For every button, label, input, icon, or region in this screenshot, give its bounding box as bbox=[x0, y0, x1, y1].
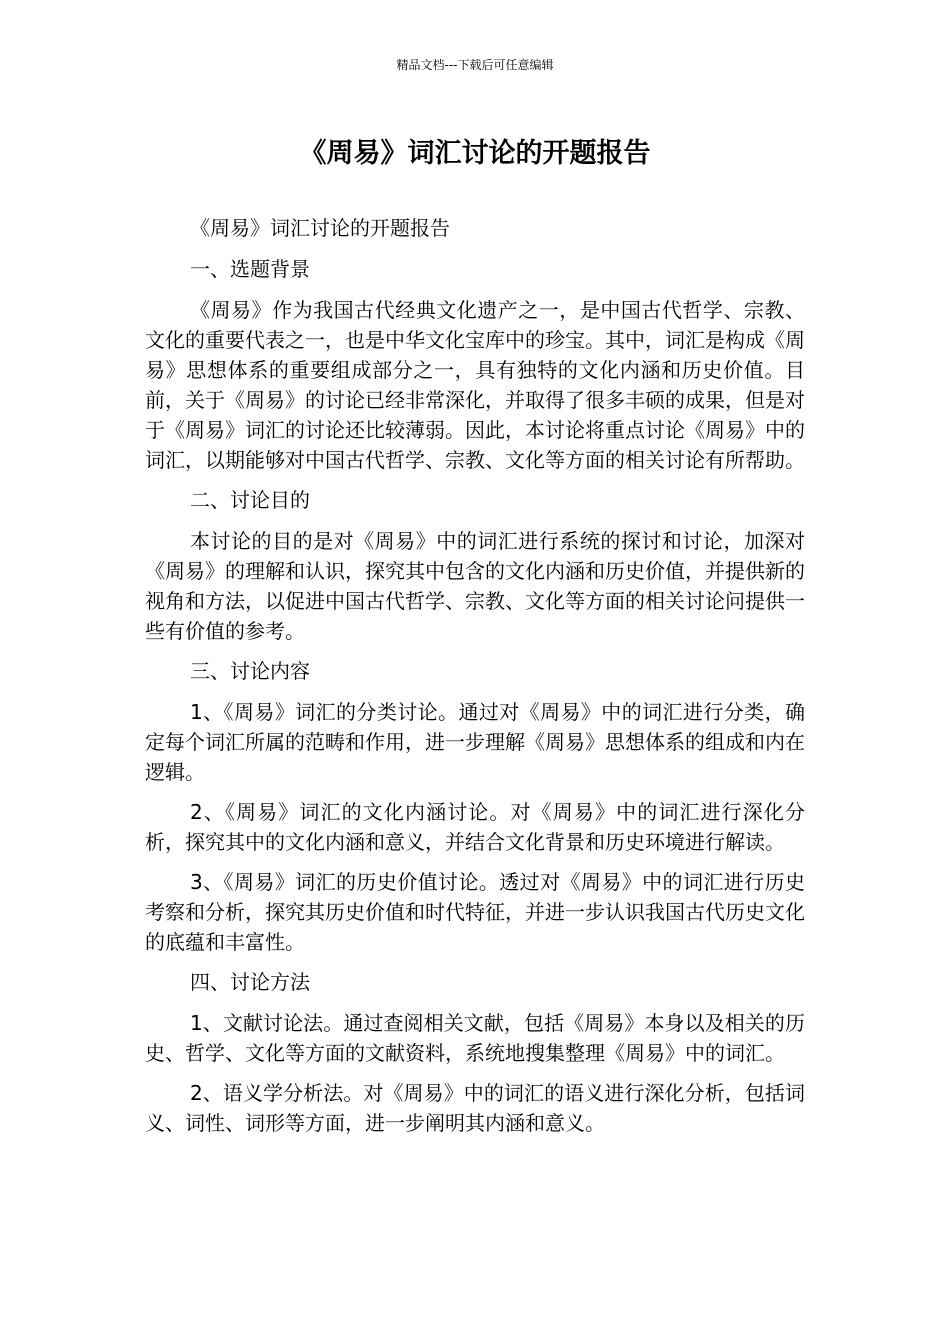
section-heading-content: 三、讨论内容 bbox=[190, 659, 310, 683]
section-heading-methods: 四、讨论方法 bbox=[190, 970, 310, 994]
header-note: 精品文档---下载后可任意编辑 bbox=[396, 58, 554, 72]
content-item-3: 3、《周易》词汇的历史价值讨论。透过对《周易》中的词汇进行历史考察和分析，探究其历史价值和时代特征，并进一步认识我国古代历史文化的底蕴和丰富性。 bbox=[145, 870, 805, 954]
section-heading-purpose: 二、讨论目的 bbox=[190, 488, 310, 512]
background-paragraph: 《周易》作为我国古代经典文化遗产之一，是中国古代哲学、宗教、文化的重要代表之一，也是中华文化宝库中的珍宝。其中，词汇是构成《周易》思想体系的重要组成部分之一，具有独特的文化内涵和历史价值。目前，关于《周易》的讨论已经非常深化，并取得了很多丰硕的成果，但是对于《周易》词汇的讨论还比较薄弱。因此，本讨论将重点讨论《周易》中的词汇，以期能够对中国古代哲学、宗教、文化等方面的相关讨论有所帮助。 bbox=[145, 298, 805, 472]
method-item-1: 1、文献讨论法。通过查阅相关文献，包括《周易》本身以及相关的历史、哲学、文化等方面的文献资料，系统地搜集整理《周易》中的词汇。 bbox=[145, 1011, 805, 1065]
section-heading-background: 一、选题背景 bbox=[190, 257, 310, 281]
subtitle-paragraph: 《周易》词汇讨论的开题报告 bbox=[190, 216, 450, 240]
document-title: 《周易》词汇讨论的开题报告 bbox=[299, 138, 651, 169]
content-item-1: 1、《周易》词汇的分类讨论。通过对《周易》中的词汇进行分类，确定每个词汇所属的范畴和作用，进一步理解《周易》思想体系的组成和内在逻辑。 bbox=[145, 700, 805, 784]
purpose-paragraph: 本讨论的目的是对《周易》中的词汇进行系统的探讨和讨论，加深对《周易》的理解和认识，探究其中包含的文化内涵和历史价值，并提供新的视角和方法，以促进中国古代哲学、宗教、文化等方面的相关讨论问提供一些有价值的参考。 bbox=[145, 529, 805, 643]
document-body bbox=[145, 213, 805, 1148]
content-item-2: 2、《周易》词汇的文化内涵讨论。对《周易》中的词汇进行深化分析，探究其中的文化内涵和意义，并结合文化背景和历史环境进行解读。 bbox=[145, 800, 805, 854]
method-item-2: 2、语义学分析法。对《周易》中的词汇的语义进行深化分析，包括词义、词性、词形等方面，进一步阐明其内涵和意义。 bbox=[145, 1081, 805, 1135]
